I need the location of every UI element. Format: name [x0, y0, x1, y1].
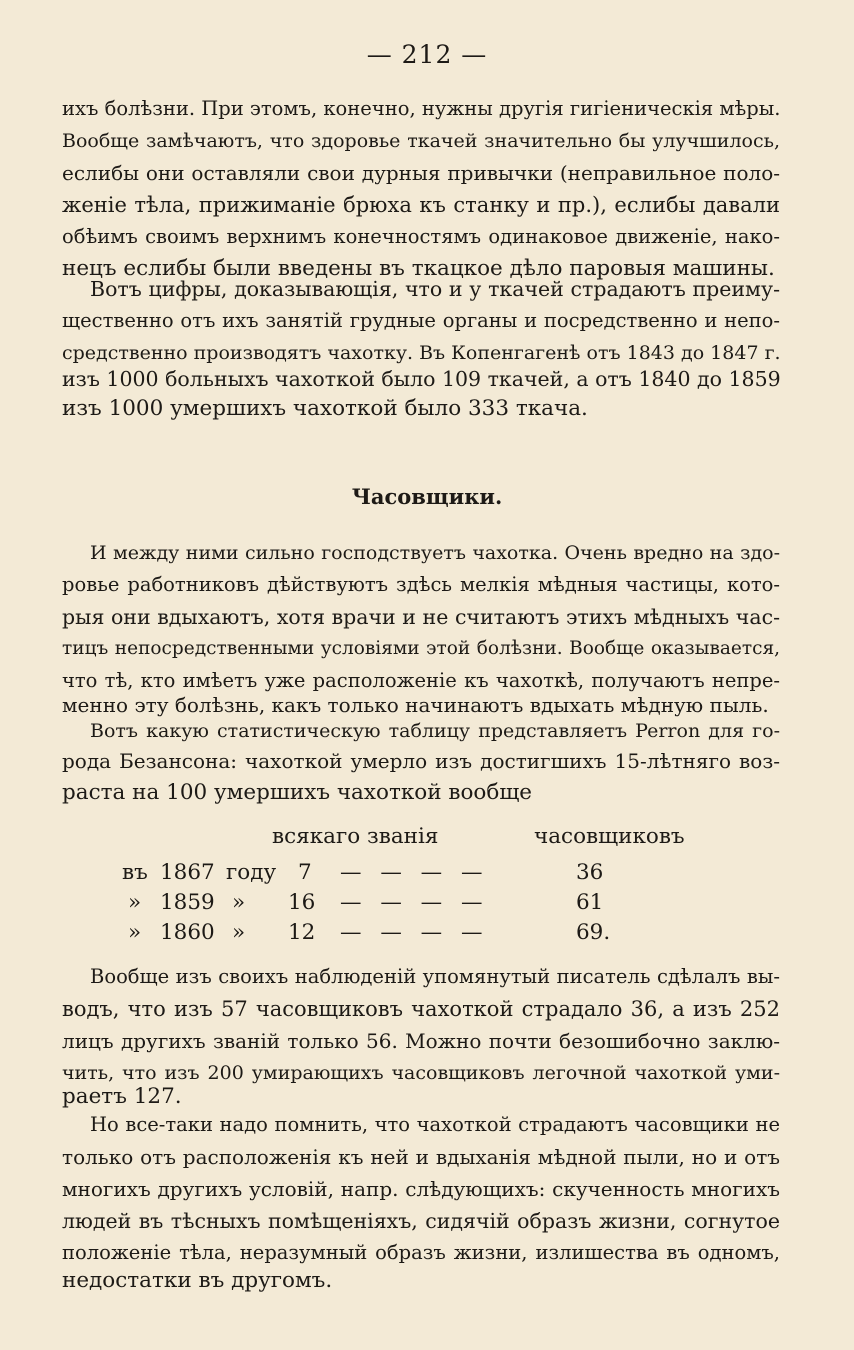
para4-line: рода Безансона: чахоткой умерло изъ достигшихъ 15-лѣтняго воз- [62, 749, 780, 773]
para3-line: что тѣ, кто имѣетъ уже расположеніе къ чахоткѣ, получаютъ непре- [62, 669, 780, 692]
para4-line: Вотъ какую статистическую таблицу представляетъ Perron для го- [90, 720, 780, 742]
table-header-watchmakers: часовщиковъ [534, 824, 685, 849]
table-cell-all: 12 [288, 920, 316, 945]
para3-line: ровье работниковъ дѣйствуютъ здѣсь мелкія мѣдныя частицы, кото- [62, 573, 780, 596]
para5-line: Вообще изъ своихъ наблюденій упомянутый писатель сдѣлалъ вы- [90, 965, 780, 988]
para6-line: положеніе тѣла, неразумный образъ жизни, излишества въ одномъ, [62, 1241, 780, 1264]
table-row-year: 1867 [160, 860, 215, 885]
para6-line: многихъ другихъ условій, напр. слѣдующихъ: скученность многихъ [62, 1177, 780, 1201]
table-row-prefix: » [128, 890, 142, 915]
para1-line: женіе тѣла, прижиманіе брюха къ станку и пр.), еслибы давали [62, 193, 780, 217]
para2-line: средственно производятъ чахотку. Въ Копенгагенѣ отъ 1843 до 1847 г. [62, 342, 781, 364]
para1-line: обѣимъ своимъ верхнимъ конечностямъ одинаковое движеніе, нако- [62, 225, 780, 248]
statistics-table [0, 822, 854, 952]
para1-line: ихъ болѣзни. При этомъ, конечно, нужны другія гигіеническія мѣры. [62, 97, 781, 120]
para2-line: щественно отъ ихъ занятій грудные органы и посредственно и непо- [62, 309, 780, 332]
table-row-prefix: въ [122, 860, 148, 885]
para5-line: водъ, что изъ 57 часовщиковъ чахоткой страдало 36, а изъ 252 [62, 997, 780, 1021]
para5-line: лицъ другихъ званій только 56. Можно почти безошибочно заклю- [62, 1029, 780, 1053]
para6-line: людей въ тѣсныхъ помѣщеніяхъ, сидячій образъ жизни, согнутое [62, 1209, 780, 1233]
para2-line: Вотъ цифры, доказывающія, что и у ткачей страдаютъ преиму- [90, 277, 780, 301]
para3-line: тицъ непосредственными условіями этой болѣзни. Вообще оказывается, [62, 638, 780, 659]
table-row-year: 1859 [160, 890, 215, 915]
table-row-unit: году [226, 860, 277, 885]
para6-line: Но все-таки надо помнить, что чахоткой страдаютъ часовщики не [90, 1113, 780, 1136]
table-header-all: всякаго званія [272, 824, 439, 849]
table-row-unit: » [232, 890, 246, 915]
para1-line: нецъ еслибы были введены въ ткацкое дѣло паровыя машины. [62, 256, 775, 281]
table-cell-all: 16 [288, 890, 316, 915]
section-heading: Часовщики. [351, 484, 503, 509]
table-row-unit: » [232, 920, 246, 945]
para5-line: раетъ 127. [62, 1084, 182, 1109]
para1-line: еслибы они оставляли свои дурныя привычки (неправильное поло- [62, 161, 780, 185]
table-dashes: — — — — [340, 920, 489, 945]
table-row-year: 1860 [160, 920, 215, 945]
para2-line: изъ 1000 умершихъ чахоткой было 333 ткача. [62, 396, 588, 421]
para2-line: изъ 1000 больныхъ чахоткой было 109 ткачей, а отъ 1840 до 1859 [62, 367, 781, 391]
para1-line: Вообще замѣчаютъ, что здоровье ткачей значительно бы улучшилось, [62, 130, 780, 152]
para6-line: только отъ расположенія къ ней и вдыханія мѣдной пыли, но и отъ [62, 1145, 780, 1169]
table-cell-all: 7 [298, 860, 312, 885]
para4-line: раста на 100 умершихъ чахоткой вообще [62, 780, 533, 805]
para3-line: менно эту болѣзнь, какъ только начинаютъ вдыхать мѣдную пыль. [62, 693, 769, 717]
page-number: — 212 — [366, 40, 488, 69]
para5-line: чить, что изъ 200 умирающихъ часовщиковъ легочной чахоткой уми- [62, 1062, 780, 1084]
table-cell-watchmakers: 36 [576, 860, 604, 885]
para3-line: рыя они вдыхаютъ, хотя врачи и не считаютъ этихъ мѣдныхъ час- [62, 605, 780, 629]
table-row-prefix: » [128, 920, 142, 945]
table-cell-watchmakers: 69. [576, 920, 611, 945]
table-dashes: — — — — [340, 890, 489, 915]
para3-line: И между ними сильно господствуетъ чахотка. Очень вредно на здо- [90, 542, 780, 564]
para6-line: недостатки въ другомъ. [62, 1268, 333, 1293]
table-cell-watchmakers: 61 [576, 890, 604, 915]
table-dashes: — — — — [340, 860, 489, 885]
